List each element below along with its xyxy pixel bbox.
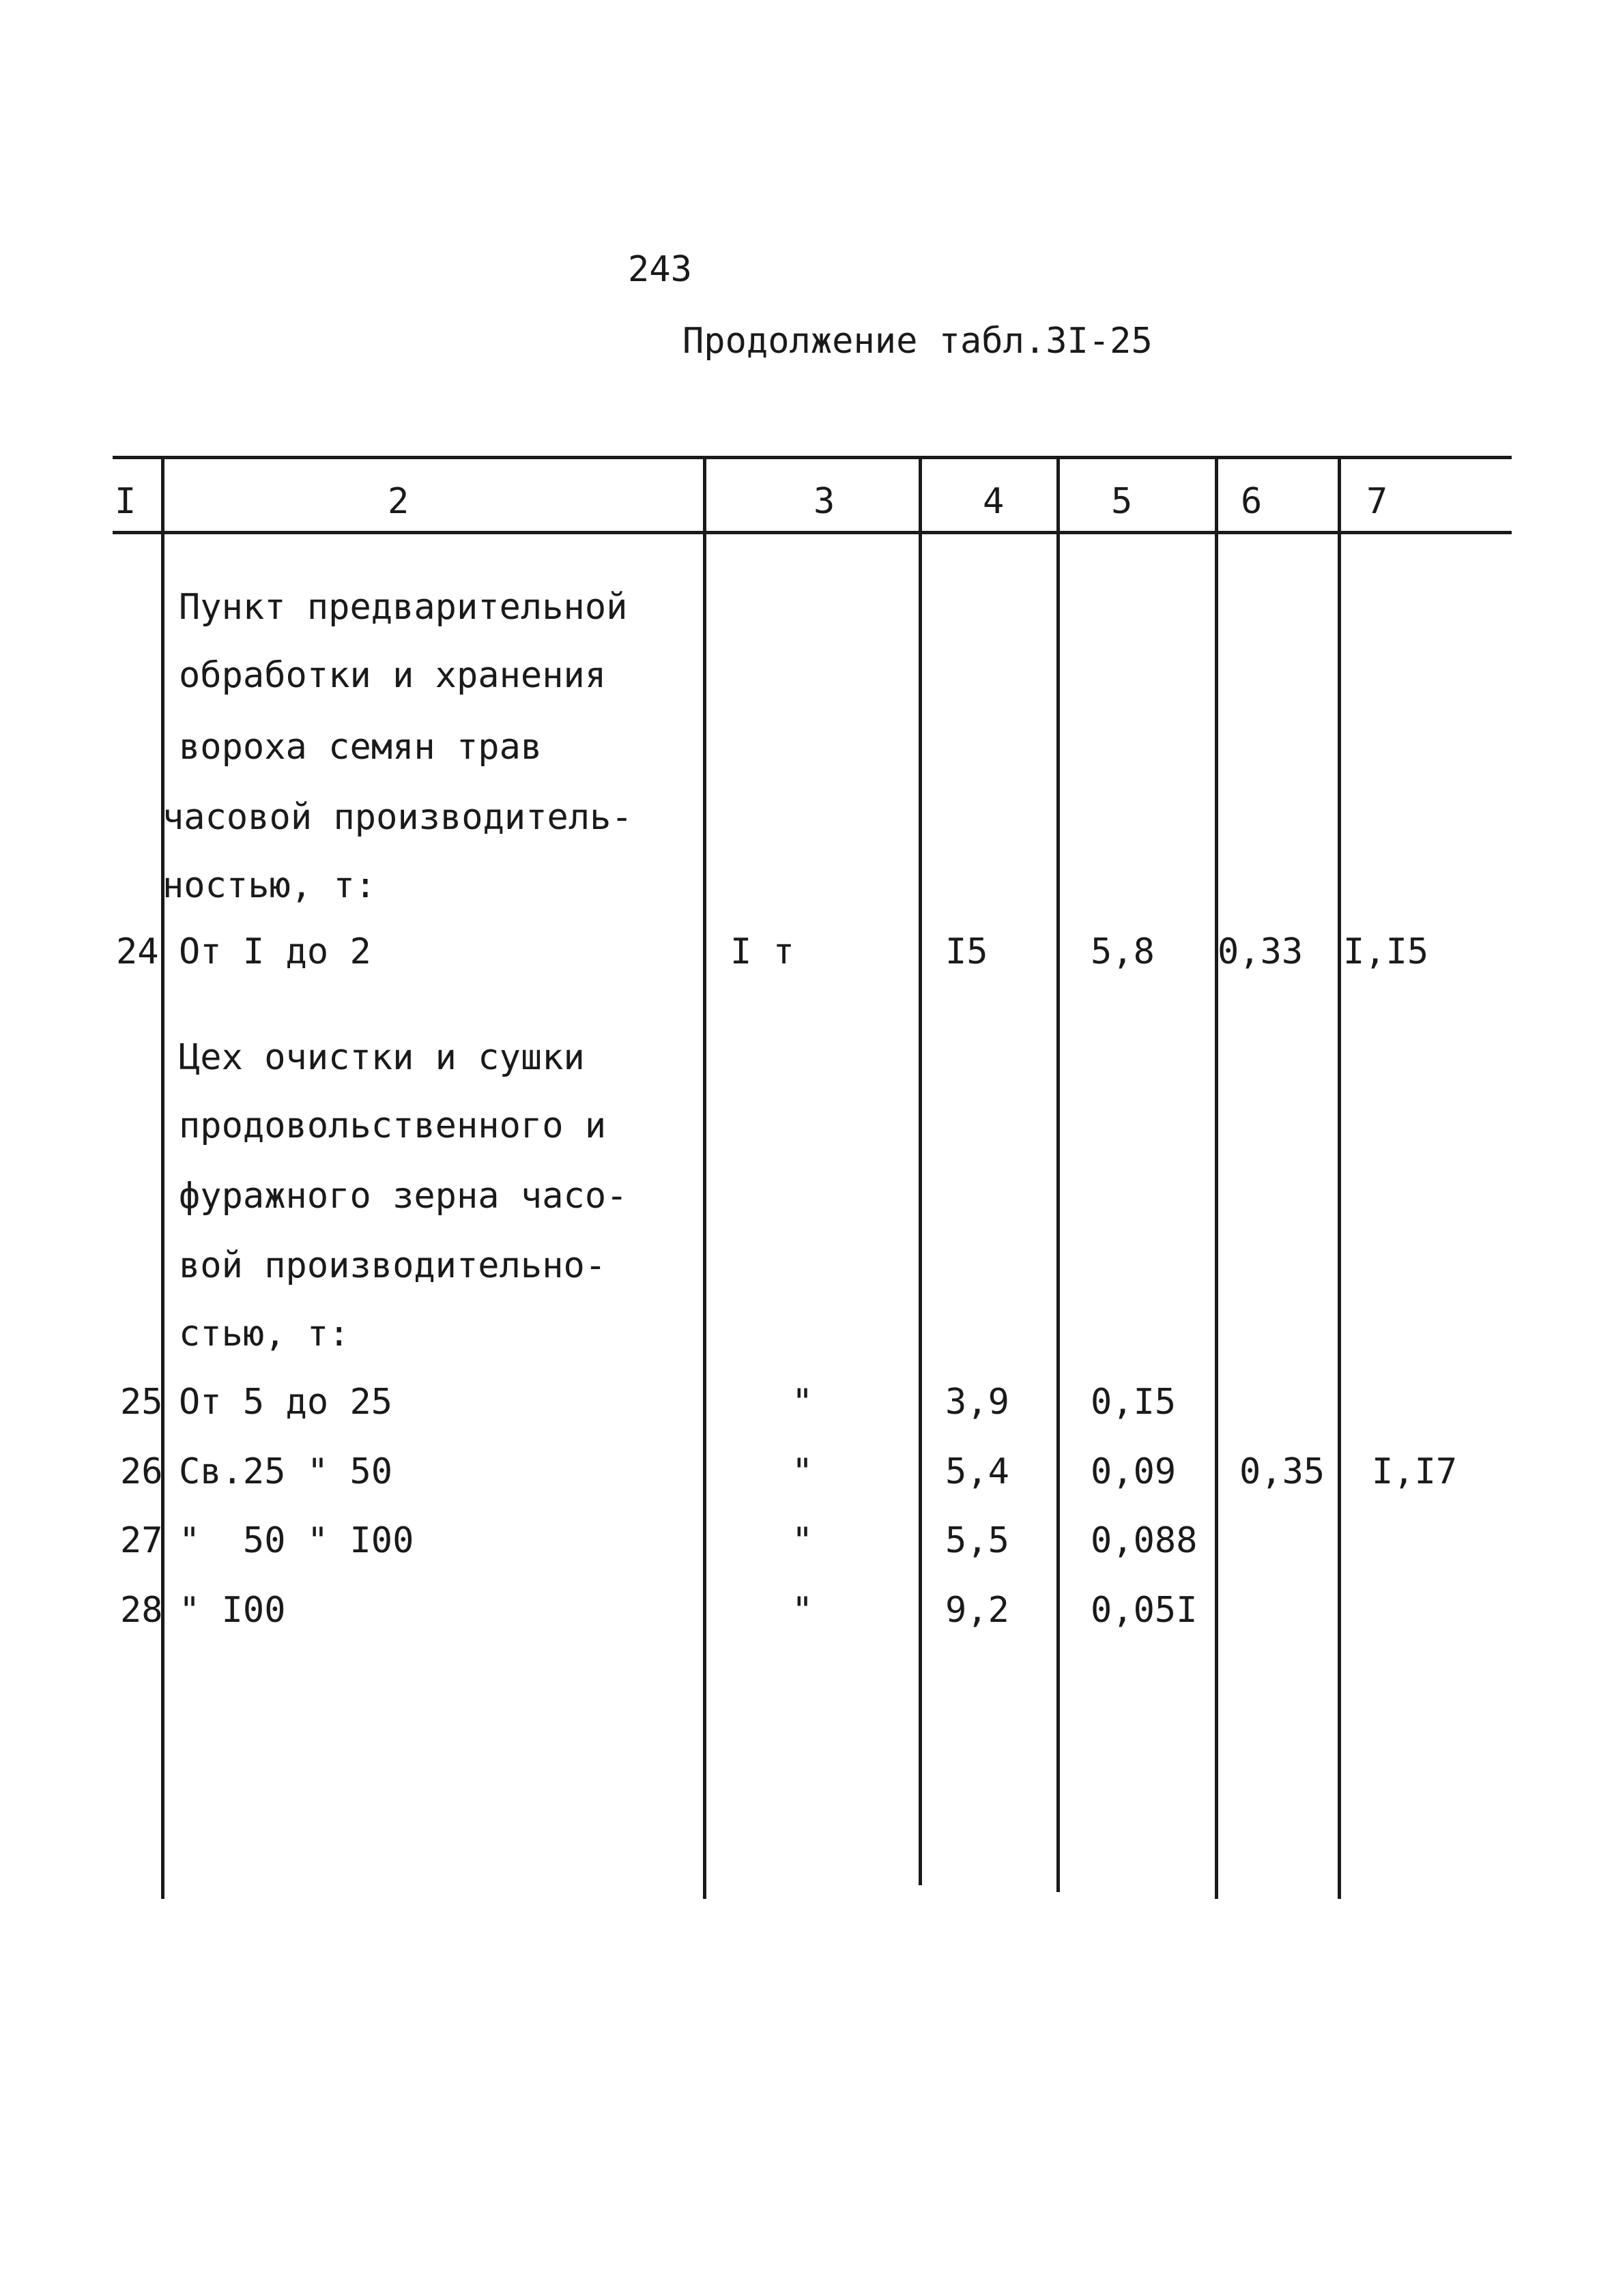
cell-col-3: " (792, 1520, 814, 1561)
cell-col-4: 3,9 (945, 1382, 1009, 1423)
cell-col-6: 0,35 (1239, 1451, 1325, 1492)
row-name: " I00 (179, 1590, 286, 1631)
cell-col-5: 0,05I (1091, 1590, 1198, 1631)
cell-col-7: I,I7 (1372, 1451, 1458, 1492)
row-name: От I до 2 (179, 931, 371, 972)
cell-col-5: 0,I5 (1091, 1382, 1177, 1423)
description-line: продовольственного и (179, 1105, 607, 1146)
cell-col-3: " (792, 1590, 814, 1631)
row-number: 27 (120, 1520, 163, 1561)
cell-col-3: " (792, 1382, 814, 1423)
cell-col-6: 0,33 (1218, 931, 1304, 972)
header-col-3: 3 (814, 481, 835, 522)
header-bottom-rule (113, 531, 1512, 534)
cell-col-3: I т (730, 931, 794, 972)
cell-col-5: 0,088 (1091, 1520, 1198, 1561)
column-divider (161, 456, 164, 1899)
description-line: Цех очистки и сушки (179, 1037, 585, 1078)
description-line: часовой производитель- (162, 797, 633, 838)
description-line: ностью, т: (162, 865, 377, 906)
description-line: Пункт предварительной (179, 587, 628, 628)
cell-col-5: 5,8 (1091, 931, 1155, 972)
cell-col-4: 9,2 (945, 1590, 1009, 1631)
row-number: 24 (116, 931, 159, 972)
page-number: 243 (628, 249, 692, 290)
column-divider (703, 456, 706, 1899)
row-number: 28 (120, 1590, 163, 1631)
header-col-5: 5 (1111, 481, 1133, 522)
cell-col-5: 0,09 (1091, 1451, 1177, 1492)
description-line: вороха семян трав (179, 727, 543, 768)
row-number: 25 (120, 1382, 163, 1423)
header-col-4: 4 (983, 481, 1005, 522)
row-name: Св.25 " 50 (179, 1451, 393, 1492)
table-top-rule (113, 456, 1512, 459)
description-line: вой производительно- (179, 1245, 607, 1286)
description-line: фуражного зерна часо- (179, 1176, 628, 1217)
cell-col-4: I5 (945, 931, 988, 972)
column-divider (919, 456, 922, 1885)
column-divider (1056, 456, 1060, 1892)
column-divider (1215, 456, 1218, 1899)
description-line: обработки и хранения (179, 655, 607, 696)
header-col-7: 7 (1366, 481, 1388, 522)
table-caption: Продолжение табл.3I-25 (682, 321, 1153, 362)
header-col-1: I (115, 481, 136, 522)
header-col-2: 2 (388, 481, 409, 522)
row-number: 26 (120, 1451, 163, 1492)
cell-col-3: " (792, 1451, 814, 1492)
description-line: стью, т: (179, 1313, 350, 1354)
column-divider (1338, 456, 1341, 1899)
header-col-6: 6 (1241, 481, 1263, 522)
cell-col-4: 5,5 (945, 1520, 1009, 1561)
row-name: От 5 до 25 (179, 1382, 393, 1423)
row-name: " 50 " I00 (179, 1520, 414, 1561)
cell-col-7: I,I5 (1343, 931, 1429, 972)
cell-col-4: 5,4 (945, 1451, 1009, 1492)
